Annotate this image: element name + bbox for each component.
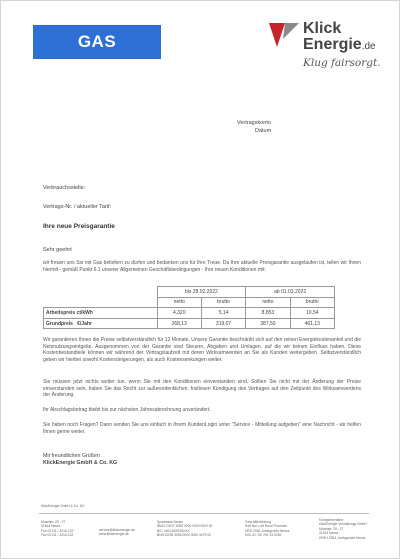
- letter-heading: Ihre neue Preisgarantie: [43, 223, 115, 230]
- footer-partner: Komplementärin: KlickEnergie Verwaltungs GmbH Moselstr. 25 - 27 41464 Neuss HRB 17983, Amtsgericht Neuss: [319, 518, 367, 540]
- logo-word-energie: Energie.de: [303, 36, 376, 53]
- installment-paragraph: Ihr Abschlagsbetrag bleibt bis zur nächsten Jahresabrechnung unverändert.: [43, 407, 211, 413]
- questions-paragraph: Sie haben noch Fragen? Dann senden Sie uns einfach in Ihrem KundenLogin unter "Service - Mitteilung aufgeben" eine Nachricht - wir helfen Ihnen gerne weiter.: [43, 422, 361, 435]
- logo-slogan: Klug fairsorgt.: [303, 57, 381, 69]
- brutto-header: brutto: [290, 297, 334, 308]
- closing-company: KlickEnergie GmbH & Co. KG: [43, 460, 118, 466]
- footer-management: Geschäftsführung Ralf Nol, Leif Ruud Thomsen HRA 7258, Amtsgericht Neuss USt.-ID: DE 291 15 0252: [245, 520, 290, 538]
- footer-divider: [39, 513, 369, 514]
- rights-paragraph: Sie müssen jetzt nichts weiter tun, wenn Sie mit den Konditionen einverstanden sind. Sollten Sie nicht mit der Änderung der Preise einverstanden sein, haben Sie das Recht zur außerordentlichen, fristlosen Kündigung des Vertrages auf den Zeitpunkt des Wirksamwerdens der Änderung.: [43, 379, 361, 399]
- footer-sender: KlickEnergie GmbH & Co. KG: [41, 504, 85, 508]
- cell-old-netto: 4,320: [157, 308, 201, 319]
- datum-label: Datum: [255, 128, 272, 134]
- logo-arrow-icon: [263, 17, 303, 57]
- period-old-header: bis 28.02.2022: [157, 287, 246, 298]
- footer-address: Moselstr. 25 - 27 41464 Neuss Fon 02131 / 3216-122 Fax 02131 / 3216-122: [41, 520, 74, 538]
- logo-word-klick: Klick: [303, 20, 342, 37]
- gas-badge: GAS: [33, 25, 161, 59]
- price-table: [43, 286, 335, 329]
- cell-new-netto: 8,853: [246, 308, 290, 319]
- klickenergie-logo: [263, 17, 393, 77]
- intro-paragraph: wir freuen uns Sie mit Gas beliefern zu dürfen und bedanken uns für Ihre Treue. Da Ihre aktuelle Preisgarantie ausgelaufen ist, teilen wir Ihnen hiermit - gemäß Punkt 6.1 unserer Allgemeinen Geschäftsbedingungen - Ihre neuen Konditionen mit:: [43, 260, 361, 273]
- salutation: Sehr geehrt: [43, 247, 72, 253]
- meta-block: [237, 119, 271, 135]
- vertrag-label: Vertrags-Nr. / aktueller Tarif:: [43, 204, 112, 210]
- logo-tld: .de: [361, 41, 376, 52]
- cell-old-brutto: 5,14: [201, 308, 245, 319]
- cell-new-netto: 387,50: [246, 318, 290, 329]
- row-label: Arbeitspreis ct/kWh: [44, 308, 158, 319]
- cell-old-brutto: 319,07: [201, 318, 245, 329]
- cell-new-brutto: 10,54: [290, 308, 334, 319]
- table-row: [44, 318, 335, 329]
- netto-header: netto: [157, 297, 201, 308]
- closing-block: [43, 453, 117, 467]
- vertragskonto-label: Vertragskonto: [237, 120, 271, 126]
- verbrauchsstelle-label: Verbrauchsstelle:: [43, 185, 86, 191]
- brutto-header: brutto: [201, 297, 245, 308]
- cell-new-brutto: 461,13: [290, 318, 334, 329]
- table-row: [44, 308, 335, 319]
- period-new-header: ab 01.03.2022: [246, 287, 335, 298]
- footer-contact: service@klickenergie.de www.klickenergie.de: [99, 528, 135, 537]
- closing-greeting: Mit freundlichen Grüßen: [43, 453, 100, 459]
- footer-bank: Sparkasse Neuss IBAN: DE47 3055 0000 0000 0000 00 BIC: WELADEDNXXX BNN-DE35 3055 0000 0000 4479 00: [157, 520, 213, 538]
- guarantee-paragraph: Wir garantieren Ihnen die Preise selbstverständlich für 12 Monate. Unsere Garantie beschränkt sich auf den reinen Energiekostenanteil und die Netznutzungsentgelte. Ausgenommen von der Garantie sind Steuern, Abgaben und Umlagen, auf die wir keinen Einfluss haben. Diese Kostenbestandteile können wir während der Vertragslaufzeit mit deren Wirksamwerden an Sie als Kunden weitergeben. Selbstverständlich geben wir hierbei sowohl Kostensteigerungen, als auch Kostensenkungen weiter.: [43, 337, 361, 363]
- cell-old-netto: 268,13: [157, 318, 201, 329]
- netto-header: netto: [246, 297, 290, 308]
- row-label: Grundpreis €/Jahr: [44, 318, 158, 329]
